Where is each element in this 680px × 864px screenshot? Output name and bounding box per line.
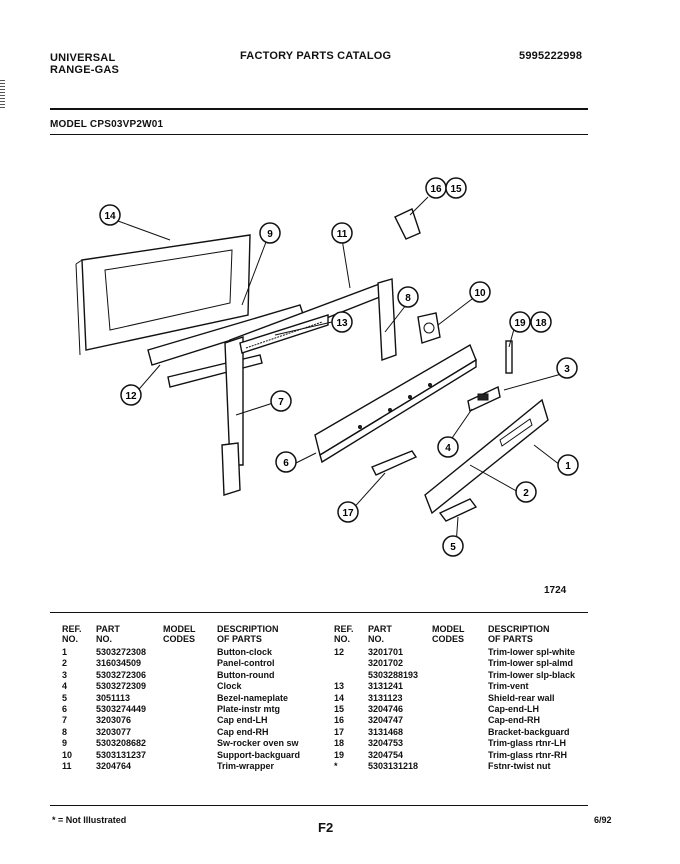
table-row xyxy=(62,715,327,726)
cell-part-number: 3204747 xyxy=(368,715,404,726)
svg-text:1: 1 xyxy=(565,461,571,472)
table-row xyxy=(334,761,598,772)
svg-text:15: 15 xyxy=(450,184,462,195)
part-bracket-backguard xyxy=(372,451,416,475)
cell-part-number: 3203077 xyxy=(96,726,132,737)
col-header-ref: REF. NO. xyxy=(334,624,354,644)
callout-6 xyxy=(276,452,296,472)
cell-part-number: 3201701 xyxy=(368,647,404,657)
figure-code: 1724 xyxy=(544,585,567,596)
cell-model-codes xyxy=(432,727,488,738)
cell-description: Sw-rocker oven sw xyxy=(217,738,299,749)
cell-model-codes xyxy=(432,738,488,749)
model-line: MODEL CPS03VP2W01 xyxy=(50,119,164,130)
callout-1 xyxy=(558,455,578,475)
table-row xyxy=(334,647,598,658)
table-row xyxy=(62,670,327,681)
svg-text:2: 2 xyxy=(523,488,529,499)
parts-table-left xyxy=(62,624,327,772)
cell-model-codes xyxy=(163,750,217,761)
cell-model-codes xyxy=(432,704,488,715)
col-header-part: PART NO. xyxy=(96,624,120,644)
cell-ref: 16 xyxy=(334,715,345,726)
cell-ref: 8 xyxy=(62,726,68,737)
cell-ref: 5 xyxy=(62,692,68,703)
cell-ref: * xyxy=(334,761,338,772)
exploded-parts-diagram xyxy=(60,165,620,585)
svg-text:8: 8 xyxy=(405,293,411,304)
cell-description: Cap end-RH xyxy=(217,726,269,737)
cell-description: Trim-wrapper xyxy=(217,761,275,772)
table-row xyxy=(62,658,327,669)
cell-part-number: 3204746 xyxy=(368,704,404,715)
table-row xyxy=(334,681,598,692)
cell-model-codes xyxy=(163,693,217,704)
cell-part-number: 316034509 xyxy=(96,658,142,669)
cell-part-number: 3131241 xyxy=(368,681,404,692)
cell-ref: 15 xyxy=(334,704,345,715)
callout-9 xyxy=(260,223,280,243)
cell-ref: 18 xyxy=(334,738,345,749)
part-end-caps xyxy=(395,209,420,239)
cell-model-codes xyxy=(432,681,488,692)
cell-description: Trim-glass rtnr-LH xyxy=(488,738,567,749)
cell-part-number: 5303272306 xyxy=(96,669,147,680)
cell-ref: 9 xyxy=(62,738,68,749)
cell-part-number: 5303272308 xyxy=(96,647,147,657)
table-row xyxy=(62,750,327,761)
table-row xyxy=(334,704,598,715)
cell-description: Trim-glass rtnr-RH xyxy=(488,749,568,760)
cell-description: Trim-vent xyxy=(488,681,529,692)
svg-text:10: 10 xyxy=(474,288,486,299)
callout-15 xyxy=(446,178,466,198)
cell-description: Support-backguard xyxy=(217,749,301,760)
svg-text:5: 5 xyxy=(450,542,456,553)
cell-ref: 2 xyxy=(62,658,68,669)
cell-model-codes xyxy=(163,670,217,681)
table-row xyxy=(334,727,598,738)
cell-part-number: 3131123 xyxy=(368,692,403,703)
cell-model-codes xyxy=(432,670,488,681)
cell-part-number: 3201702 xyxy=(368,658,404,669)
cell-description: Cap-end-LH xyxy=(488,704,539,715)
cell-model-codes xyxy=(432,750,488,761)
parts-table-right-body xyxy=(334,647,598,772)
svg-text:14: 14 xyxy=(104,211,116,222)
part-support-backguard xyxy=(418,313,440,343)
cell-part-number: 3204764 xyxy=(96,761,132,772)
cell-ref: 6 xyxy=(62,704,68,715)
col-header-description: DESCRIPTION OF PARTS xyxy=(488,624,550,644)
cell-part-number: 5303288193 xyxy=(368,669,419,680)
cell-description: Clock xyxy=(217,681,242,692)
cell-description: Bracket-backguard xyxy=(488,726,570,737)
cell-ref xyxy=(334,658,368,669)
col-header-codes: MODEL CODES xyxy=(432,624,465,644)
table-row xyxy=(334,750,598,761)
cell-ref: 4 xyxy=(62,681,68,692)
table-row xyxy=(334,670,598,681)
parts-table-right xyxy=(334,624,598,772)
scan-margin-marks xyxy=(0,80,5,110)
cell-description: Trim-lower spl-white xyxy=(488,647,576,657)
brand-line-1: UNIVERSAL xyxy=(50,52,116,64)
callout-19 xyxy=(510,312,530,332)
svg-text:9: 9 xyxy=(267,229,273,240)
cell-description: Fstnr-twist nut xyxy=(488,761,551,772)
cell-ref: 13 xyxy=(334,681,345,692)
cell-model-codes xyxy=(163,738,217,749)
table-row xyxy=(62,681,327,692)
table-row xyxy=(334,658,598,669)
callout-5 xyxy=(443,536,463,556)
cell-description: Button-clock xyxy=(217,647,272,657)
cell-description: Cap-end-RH xyxy=(488,715,540,726)
cell-ref: 10 xyxy=(62,749,73,760)
cell-model-codes xyxy=(163,647,217,658)
table-row xyxy=(62,738,327,749)
cell-model-codes xyxy=(432,715,488,726)
cell-part-number: 3051113 xyxy=(96,692,131,703)
callout-7 xyxy=(271,391,291,411)
cell-ref: 19 xyxy=(334,749,345,760)
callout-16 xyxy=(426,178,446,198)
col-header-ref: REF. NO. xyxy=(62,624,82,644)
col-header-description: DESCRIPTION OF PARTS xyxy=(217,624,279,644)
callout-18 xyxy=(531,312,551,332)
table-row xyxy=(334,738,598,749)
cell-model-codes xyxy=(432,658,488,669)
svg-text:3: 3 xyxy=(564,364,570,375)
cell-ref: 1 xyxy=(62,647,68,657)
table-row xyxy=(62,647,327,658)
cell-ref: 3 xyxy=(62,669,68,680)
cell-ref: 14 xyxy=(334,692,345,703)
catalog-title: FACTORY PARTS CATALOG xyxy=(240,50,392,62)
svg-text:12: 12 xyxy=(125,391,137,402)
svg-text:4: 4 xyxy=(445,443,451,454)
callout-8 xyxy=(398,287,418,307)
table-bottom-rule xyxy=(50,805,588,806)
cell-model-codes xyxy=(163,761,217,772)
callout-13 xyxy=(332,312,352,332)
table-row xyxy=(62,761,327,772)
parts-table-left-body xyxy=(62,647,327,772)
brand-line-2: RANGE-GAS xyxy=(50,64,120,76)
cell-model-codes xyxy=(432,693,488,704)
callout-4 xyxy=(438,437,458,457)
cell-description: Plate-instr mtg xyxy=(217,704,281,715)
svg-text:18: 18 xyxy=(535,318,547,329)
callout-14 xyxy=(100,205,120,225)
cell-part-number: 5303272309 xyxy=(96,681,147,692)
page-id: F2 xyxy=(318,820,334,835)
svg-text:6: 6 xyxy=(283,458,289,469)
cell-model-codes xyxy=(163,715,217,726)
svg-text:19: 19 xyxy=(514,318,526,329)
svg-text:7: 7 xyxy=(278,397,284,408)
svg-text:17: 17 xyxy=(342,508,354,519)
cell-ref xyxy=(334,670,368,681)
table-row xyxy=(334,693,598,704)
revision-date: 6/92 xyxy=(594,815,612,825)
callout-3 xyxy=(557,358,577,378)
cell-description: Button-round xyxy=(217,669,275,680)
callout-2 xyxy=(516,482,536,502)
cell-description: Cap end-LH xyxy=(217,715,268,726)
cell-model-codes xyxy=(432,761,488,772)
svg-text:16: 16 xyxy=(430,184,442,195)
table-row xyxy=(62,693,327,704)
cell-description: Trim-lower spl-almd xyxy=(488,658,574,669)
cell-description: Trim-lower slp-black xyxy=(488,669,576,680)
cell-part-number: 3204753 xyxy=(368,738,404,749)
callout-10 xyxy=(470,282,490,302)
cell-model-codes xyxy=(163,704,217,715)
cell-part-number: 5303131218 xyxy=(368,761,419,772)
callout-17 xyxy=(338,502,358,522)
table-row xyxy=(334,715,598,726)
callout-12 xyxy=(121,385,141,405)
cell-ref: 12 xyxy=(334,647,345,657)
cell-description: Panel-control xyxy=(217,658,275,669)
document-number: 5995222998 xyxy=(519,50,583,62)
cell-part-number: 5303208682 xyxy=(96,738,147,749)
svg-text:13: 13 xyxy=(336,318,348,329)
cell-model-codes xyxy=(432,647,488,658)
cell-description: Bezel-nameplate xyxy=(217,692,289,703)
cell-part-number: 5303131237 xyxy=(96,749,147,760)
model-rule xyxy=(50,134,588,135)
callout-11 xyxy=(332,223,352,243)
cell-description: Shield-rear wall xyxy=(488,692,555,703)
cell-part-number: 5303274449 xyxy=(96,704,147,715)
table-top-rule xyxy=(50,612,588,613)
cell-ref: 7 xyxy=(62,715,68,726)
cell-model-codes xyxy=(163,658,217,669)
footnote: * = Not Illustrated xyxy=(52,815,127,825)
cell-part-number: 3203076 xyxy=(96,715,132,726)
cell-model-codes xyxy=(163,681,217,692)
table-row xyxy=(62,704,327,715)
cell-model-codes xyxy=(163,727,217,738)
cell-part-number: 3131468 xyxy=(368,726,404,737)
svg-text:11: 11 xyxy=(336,229,348,240)
col-header-codes: MODEL CODES xyxy=(163,624,196,644)
table-row xyxy=(62,727,327,738)
cell-part-number: 3204754 xyxy=(368,749,404,760)
cell-ref: 11 xyxy=(62,761,72,772)
col-header-part: PART NO. xyxy=(368,624,392,644)
cell-ref: 17 xyxy=(334,726,345,737)
part-clock xyxy=(468,387,500,411)
header-rule xyxy=(50,108,588,110)
